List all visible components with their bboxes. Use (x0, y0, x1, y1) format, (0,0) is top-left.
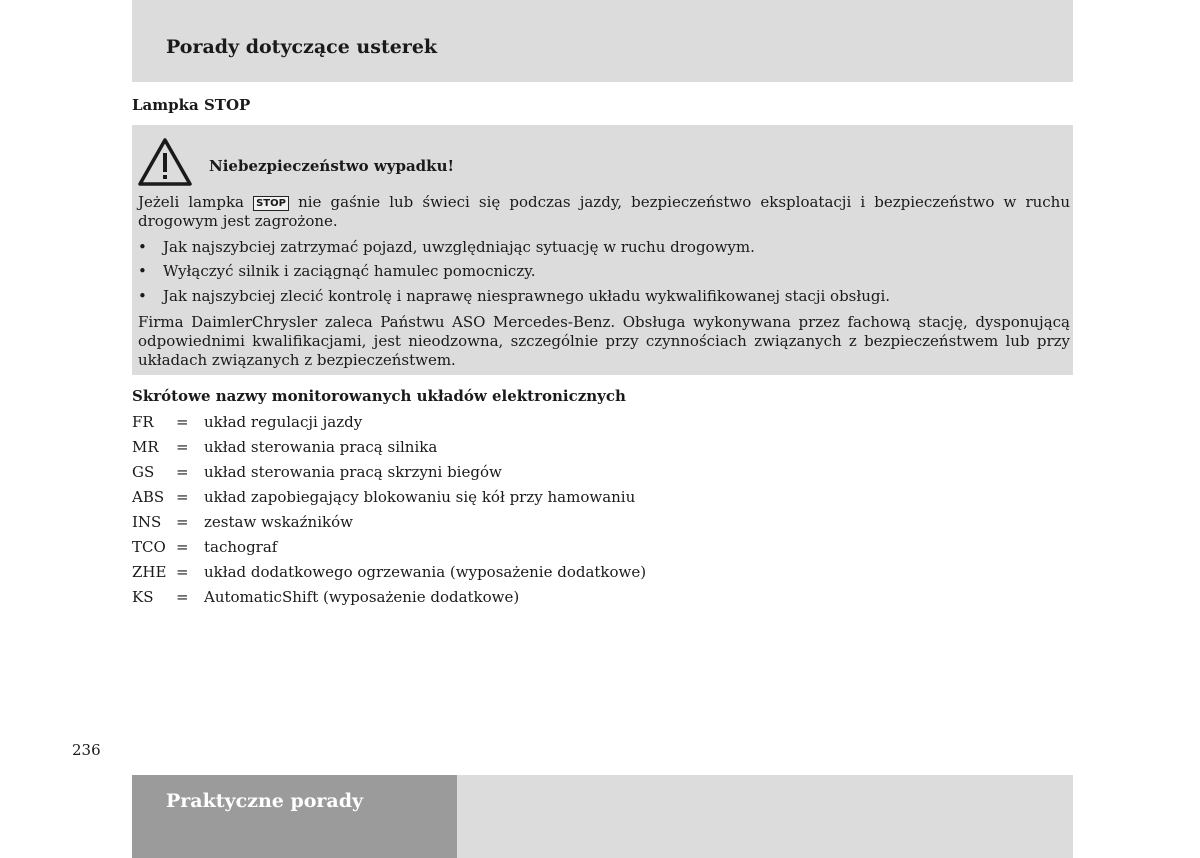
abbr-equals: = (176, 563, 189, 581)
page-number: 236 (72, 741, 101, 759)
abbr-code: FR (132, 413, 154, 431)
abbr-code: GS (132, 463, 155, 481)
bullet-text: Wyłączyć silnik i zaciągnąć hamulec pomocniczy. (163, 262, 536, 280)
abbr-description: tachograf (204, 538, 278, 556)
abbr-description: układ regulacji jazdy (204, 413, 363, 431)
warning-intro (138, 193, 1070, 231)
footer-band (457, 775, 1073, 858)
abbr-description: zestaw wskaźników (204, 513, 353, 531)
abbr-equals: = (176, 463, 189, 481)
abbr-code: ZHE (132, 563, 167, 581)
abbreviations-heading: Skrótowe nazwy monitorowanych układów elektronicznych (132, 387, 626, 405)
bullet-text: Jak najszybciej zatrzymać pojazd, uwzględniając sytuację w ruchu drogowym. (163, 238, 755, 256)
bullet-dot-icon: • (138, 287, 147, 305)
stop-lamp-badge: STOP (253, 196, 289, 211)
abbr-equals: = (176, 438, 189, 456)
abbr-description: układ sterowania pracą silnika (204, 438, 438, 456)
bullet-dot-icon: • (138, 262, 147, 280)
list-item (138, 238, 1070, 257)
abbr-code: ABS (132, 488, 165, 506)
abbr-description: układ zapobiegający blokowaniu się kół przy hamowaniu (204, 488, 636, 506)
abbr-code: TCO (132, 538, 166, 556)
list-item (138, 262, 1070, 281)
abbr-equals: = (176, 588, 189, 606)
abbr-equals: = (176, 513, 189, 531)
warning-intro-after: nie gaśnie lub świeci się podczas jazdy, bezpieczeństwo eksploatacji i bezpieczeństwo w ruchu drogowym jest zagrożone. (138, 193, 1070, 230)
list-item (138, 287, 1070, 306)
abbr-code: MR (132, 438, 159, 456)
abbr-code: INS (132, 513, 162, 531)
bullet-text: Jak najszybciej zlecić kontrolę i naprawę niesprawnego układu wykwalifikowanej stacji obsługi. (163, 287, 891, 305)
abbr-equals: = (176, 488, 189, 506)
section-subheading: Lampka STOP (132, 96, 251, 114)
abbr-description: AutomaticShift (wyposażenie dodatkowe) (204, 588, 520, 606)
warning-intro-before: Jeżeli lampka (138, 193, 254, 211)
warning-triangle-icon (137, 137, 193, 187)
footer-section-title: Praktyczne porady (166, 790, 364, 812)
footer-section-tab (132, 775, 457, 858)
abbr-equals: = (176, 413, 189, 431)
warning-note: Firma DaimlerChrysler zaleca Państwu ASO Mercedes-Benz. Obsługa wykonywana przez fachową stację, dysponującą odpowiednimi kwalifikacjami, jest nieodzowna, szczególnie przy czynnościach związanych z bezpieczeństwem lub przy układach związanych z bezpieczeństwem. (138, 313, 1070, 369)
abbr-equals: = (176, 538, 189, 556)
abbr-code: KS (132, 588, 154, 606)
warning-title: Niebezpieczeństwo wypadku! (209, 157, 455, 175)
page-title: Porady dotyczące usterek (166, 36, 438, 58)
abbr-description: układ sterowania pracą skrzyni biegów (204, 463, 502, 481)
bullet-dot-icon: • (138, 238, 147, 256)
abbr-description: układ dodatkowego ogrzewania (wyposażenie dodatkowe) (204, 563, 647, 581)
